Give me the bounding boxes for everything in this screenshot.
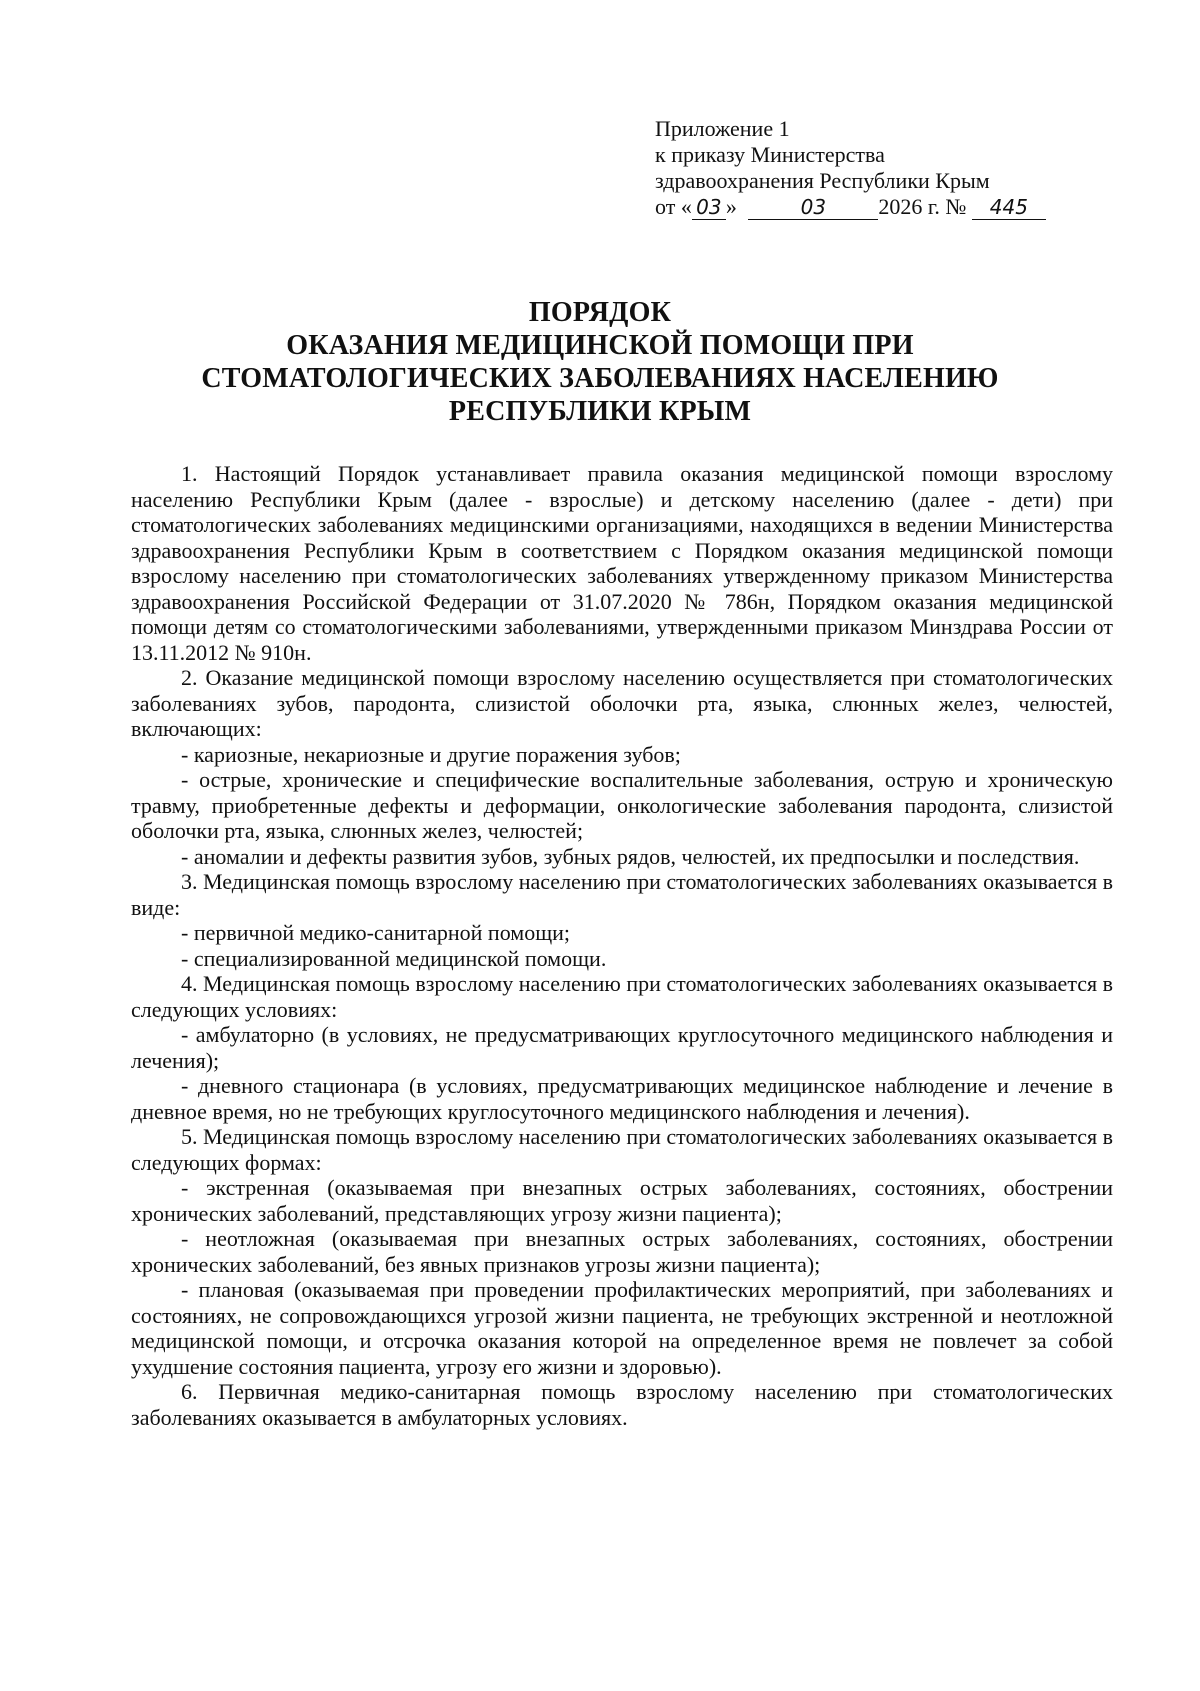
- date-quote-close: »: [725, 194, 737, 219]
- list-item: - неотложная (оказываемая при внезапных острых заболеваниях, состояниях, обострении хронических заболеваний, без явных признаков угрозы жизни пациента);: [131, 1226, 1113, 1277]
- order-number: 445: [972, 197, 1046, 220]
- paragraph-3: 3. Медицинская помощь взрослому населению при стоматологических заболеваниях оказывается в виде:: [131, 869, 1113, 920]
- title-line-4: РЕСПУБЛИКИ КРЫМ: [448, 396, 752, 427]
- list-item: - первичной медико-санитарной помощи;: [181, 920, 571, 945]
- paragraph-4: 4. Медицинская помощь взрослому населению при стоматологических заболеваниях оказывается в следующих условиях:: [131, 971, 1113, 1022]
- document-title: [100, 296, 1100, 428]
- date-month: 03: [748, 197, 878, 220]
- annex-line-2: к приказу Министерства: [655, 142, 885, 167]
- paragraph-5: 5. Медицинская помощь взрослому населению при стоматологических заболеваниях оказывается в следующих формах:: [131, 1124, 1113, 1175]
- list-item: - аномалии и дефекты развития зубов, зубных рядов, челюстей, их предпосылки и последствия.: [181, 843, 1080, 869]
- paragraph-1: 1. Настоящий Порядок устанавливает правила оказания медицинской помощи взрослому населению Республики Крым (далее - взрослые) и детскому населению (далее - дети) при стоматологических заболеваниях медицинскими организациями, находящихся в ведении Министерства здравоохранения Республики Крым в соответствием с Порядком оказания медицинской помощи взрослому населению при стоматологических заболеваниях утвержденному приказом Министерства здравоохранения Российской Федерации от 31.07.2020 № 786н, Порядком оказания медицинской помощи детям со стоматологическими заболеваниями, утвержденными приказом Минздрава России от 13.11.2012 № 910н.: [131, 461, 1113, 665]
- list-item: - острые, хронические и специфические воспалительные заболевания, острую и хроническую травму, приобретенные дефекты и деформации, онкологические заболевания пародонта, слизистой оболочки рта, языка, слюнных желез, челюстей;: [131, 767, 1113, 843]
- title-line-3: СТОМАТОЛОГИЧЕСКИХ ЗАБОЛЕВАНИЯХ НАСЕЛЕНИЮ: [201, 363, 999, 394]
- document-body: [131, 461, 1113, 1430]
- date-year: 2026 г. №: [878, 194, 967, 219]
- title-line-1: ПОРЯДОК: [528, 297, 672, 328]
- date-prefix: от «: [655, 194, 692, 219]
- annex-date-line: [655, 194, 1125, 220]
- annex-header: [655, 116, 1125, 220]
- list-item: - плановая (оказываемая при проведении профилактических мероприятий, при заболеваниях и состояниях, не сопровождающихся угрозой жизни пациента, не требующих экстренной и неотложной медицинской помощи, и отсрочка оказания которой на определенное время не повлечет за собой ухудшение состояния пациента, угрозу его жизни и здоровью).: [131, 1277, 1113, 1379]
- paragraph-2: 2. Оказание медицинской помощи взрослому населению осуществляется при стоматологических заболеваниях зубов, пародонта, слизистой оболочки рта, языка, слюнных желез, челюстей, включающих:: [131, 665, 1113, 741]
- list-item: - специализированной медицинской помощи.: [181, 945, 607, 971]
- list-item: - кариозные, некариозные и другие поражения зубов;: [181, 741, 681, 767]
- title-line-2: ОКАЗАНИЯ МЕДИЦИНСКОЙ ПОМОЩИ ПРИ: [286, 330, 914, 361]
- date-day: 03: [692, 197, 726, 220]
- annex-line-3: здравоохранения Республики Крым: [655, 168, 990, 193]
- list-item: - дневного стационара (в условиях, предусматривающих медицинское наблюдение и лечение в дневное время, но не требующих круглосуточного медицинского наблюдения и лечения).: [131, 1073, 1113, 1124]
- annex-line-1: Приложение 1: [655, 116, 790, 141]
- list-item: - амбулаторно (в условиях, не предусматривающих круглосуточного медицинского наблюдения и лечения);: [131, 1022, 1113, 1073]
- paragraph-6: 6. Первичная медико-санитарная помощь взрослому населению при стоматологических заболеваниях оказывается в амбулаторных условиях.: [131, 1379, 1113, 1430]
- list-item: - экстренная (оказываемая при внезапных острых заболеваниях, состояниях, обострении хронических заболеваний, представляющих угрозу жизни пациента);: [131, 1175, 1113, 1226]
